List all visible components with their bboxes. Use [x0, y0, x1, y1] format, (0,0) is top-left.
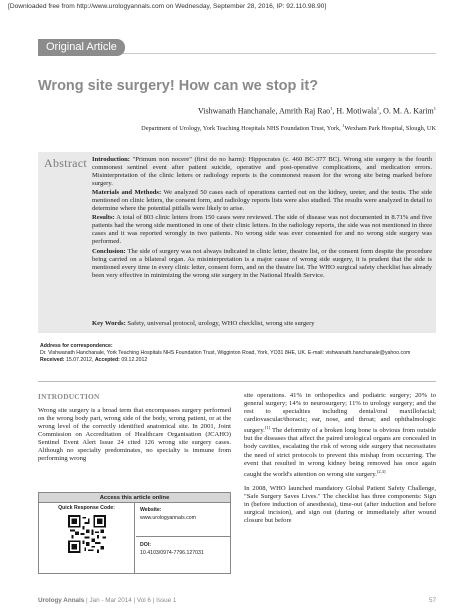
conclusion-text: The side of surgery was not always indicated in clinic letter, theatre list, or the consent form despite the procedure being carried on a bilateral organ. As misinterpretation is a major cause of wrong side surgery, it is prudent that the side is mentioned every time in every clinic letter, consent form, and on the theatre list. The WHO surgical safety checklist has already been very effective in minimizing the wrong site surgery in the National Health Service. — [92, 247, 432, 279]
abstract-conclusion — [92, 248, 432, 280]
abstract-body — [92, 156, 432, 281]
access-heading: Access this article online — [39, 493, 230, 503]
correspondence-label: Address for correspondence: — [40, 343, 113, 349]
journal-footer — [38, 597, 176, 604]
website-link[interactable]: www.urologyannals.com — [140, 515, 196, 521]
affiliation-2: Wexham Park Hospital, Slough, UK — [344, 125, 436, 133]
author-4-affil-mark: 1 — [433, 106, 436, 111]
author-2-affil-mark: 1 — [330, 106, 333, 111]
abstract-results — [92, 214, 432, 246]
introduction-heading: INTRODUCTION — [38, 392, 100, 401]
website-label: Website: — [140, 507, 162, 513]
results-label: Results: — [92, 214, 115, 222]
intro-text: "Primum non nocere" (first do no harm): Hippocrates (c. 460 BC-377 BC). Wrong site surgery is the fourth commonest sentinel event after patient suicide, operative and post-operative complications, and medication errors. Misinterpretation of the clinic letters or radiology reports is the commonest reason for the wrong site being marked before surgery. — [92, 156, 432, 187]
section-divider — [38, 381, 436, 382]
author-list — [198, 106, 436, 116]
methods-text: We analyzed 50 cases each of operations carried out on the kidney, ureter, and the testis. The side mentioned on clinic letters, the consent form, and radiology reports lists were also studied. The results were analyzed in detail to determine where the potential pitfalls were likely to arise. — [92, 189, 433, 213]
author-3: , H. Motiwala — [332, 106, 377, 116]
author-4: , O. M. A. Karim — [379, 106, 434, 116]
keywords-label: Key Words: — [92, 320, 126, 327]
introduction-paragraph-right-2: In 2008, WHO launched mandatory Global Patient Safety Challenge, "Safe Surgery Saves Lives." The checklist has three components: Sign in (before induction of anesthesia), time-out (after induction and before surgical incision), and sign out (during or immediately after wound closure but before — [244, 484, 436, 525]
results-text: A total of 803 clinic letters from 150 cases were reviewed. The side of disease was not documented in 8.71% and five patients had the wrong side mentioned in one of their clinic letters. In the radiology reports, the side was not mentioned in three cases and it was reported wrongly in two patients. No wrong side was ever consented for and no wrong side surgery was performed. — [92, 214, 432, 246]
doi-label: DOI: — [140, 542, 151, 548]
keywords-text: Safety, universal protocol, urology, WHO checklist, wrong site surgery — [125, 320, 315, 327]
abstract-methods — [92, 189, 432, 213]
correspondence-block — [40, 343, 440, 363]
left-column — [38, 392, 231, 463]
keywords — [92, 320, 315, 327]
page-number: 57 — [428, 597, 436, 604]
conclusion-label: Conclusion: — [92, 247, 126, 255]
right-column — [244, 392, 436, 525]
qr-code-icon[interactable] — [68, 515, 106, 553]
journal-name: Urology Annals — [38, 597, 85, 604]
citation-1[interactable]: [1] — [264, 425, 271, 431]
qr-cell — [39, 503, 135, 573]
correspondence-address: Dr. Vishwanath Hanchanale, York Teaching Hospitals NHS Foundation Trust, Wigginton Road, York, YO31 8HE, UK. E-mail: vishwanath.hanchanale@yahoo.com — [40, 349, 411, 356]
author-2: Amrith Raj Rao — [279, 106, 331, 116]
access-article-box — [38, 492, 231, 574]
affiliations — [141, 123, 436, 132]
accepted-date: 09.12.2012 — [119, 356, 148, 363]
doi-value[interactable]: 10.4103/0974-7796.127031 — [140, 550, 204, 556]
dates-line — [40, 357, 440, 364]
article-type-tag: Original Article — [38, 39, 125, 56]
access-grid — [39, 503, 230, 573]
doi-cell — [136, 538, 230, 573]
abstract-introduction — [92, 156, 432, 188]
received-label: Received: — [40, 356, 65, 363]
download-notice: [Downloaded free from http://www.urologyannals.com on Wednesday, September 28, 2016, IP: 92.110.98.90] — [8, 3, 327, 10]
introduction-paragraph-left: Wrong site surgery is a broad term that encompasses surgery performed on the wrong body part, wrong side of the body, wrong patient, or at the wrong level of the correctly identified anatomical site. In 2001, Joint Commission on Accreditation of Healthcare Organisation (JCAHO) Sentinel Event Alert Issue 24 cited 126 wrong site surgery cases. Although no specialty predominates, no specialty is immune from performing wrong — [38, 407, 231, 463]
methods-label: Materials and Methods: — [92, 189, 162, 197]
affiliation-1: Department of Urology, York Teaching Hospitals NHS Foundation Trust, York, — [141, 125, 343, 133]
citation-2-3[interactable]: [2,3] — [376, 468, 386, 474]
affiliation-mark: 1 — [342, 123, 345, 128]
issue-info: | Jan - Mar 2014 | Vol 6 | Issue 1 — [84, 597, 177, 604]
accepted-label: Accepted: — [94, 356, 120, 363]
introduction-paragraph-right-1: site operations. 41% in orthopedics and podiatric surgery; 20% to general surgery; 14% to neurosurgery; 11% to urology surgery; and the rest to specialties including dental/oral maxillofacial; cardiovascular/thoracic; ear, nose, and throat; and ophthalmologic surgery.[1] The deformity of a broken long bone is obvious from outside but the diseases that affect the paired urological organs are concealed in body cavities, escalating the risk of wrong side surgery that necessitates the need of strict protocols to prevent this mishap from occurring. The event that resulted in wrong kidney being removed has once again caught the world's attention on wrong site surgery.[2,3] — [244, 392, 436, 478]
website-cell — [136, 503, 230, 537]
author-1: Vishwanath Hanchanale, — [197, 106, 280, 116]
author-3-affil-mark: 1 — [376, 106, 380, 111]
abstract-label: Abstract — [44, 156, 88, 170]
qr-label: Quick Response Code: — [58, 505, 115, 511]
article-title: Wrong site surgery! How can we stop it? — [38, 78, 319, 94]
intro-label: Introduction: — [92, 156, 130, 163]
received-date: 15.07.2012, — [64, 356, 95, 363]
